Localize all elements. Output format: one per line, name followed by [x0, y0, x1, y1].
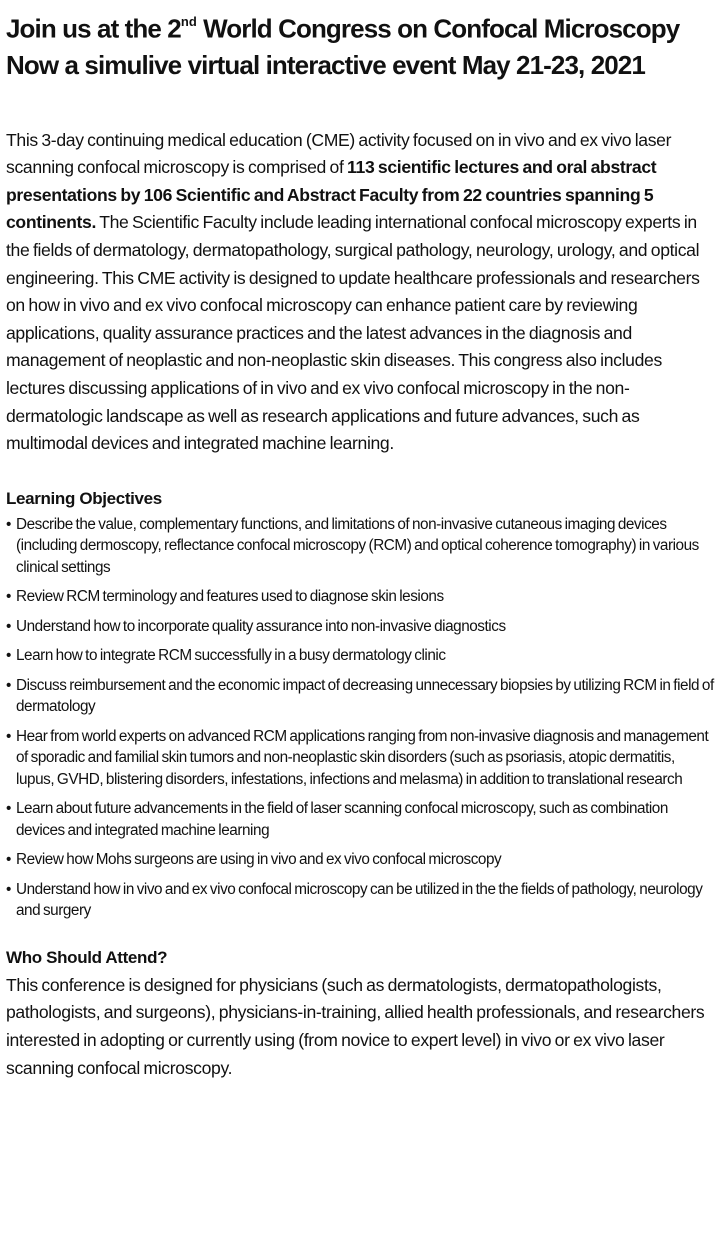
bullet-icon: •	[6, 515, 11, 533]
headline-text-end: World Congress on Confocal Microscopy	[196, 13, 680, 44]
bullet-icon: •	[6, 647, 11, 665]
list-item	[6, 879, 714, 922]
intro-text-1: This 3-day continuing medical education (CME) activity focused on in vivo and ex vivo laser scanning confocal microscopy is comprised of	[6, 129, 672, 178]
learning-objectives-list	[6, 514, 714, 922]
event-headline	[6, 0, 714, 83]
list-item	[6, 675, 714, 718]
objective-text: Learn about future advancements in the field of laser scanning confocal microscopy, such as combination devices and integrated machine learning	[16, 800, 668, 839]
list-item	[6, 726, 714, 791]
objective-text: Discuss reimbursement and the economic impact of decreasing unnecessary biopsies by utilizing RCM in field of dermatology	[16, 676, 714, 716]
objective-text: Describe the value, complementary functions, and limitations of non-invasive cutaneous imaging devices (including dermoscopy, reflectance confocal microscopy (RCM) and optical coherence tomography) in various clinical settings	[16, 515, 699, 576]
intro-paragraph	[6, 127, 714, 458]
who-should-attend-heading: Who Should Attend?	[6, 947, 168, 967]
headline-text-start: Join us at the 2	[6, 13, 181, 44]
bullet-icon: •	[6, 588, 11, 606]
headline-line-2: Now a simulive virtual interactive event May 21-23, 2021	[6, 49, 645, 80]
list-item	[6, 514, 714, 579]
objective-text: Review how Mohs surgeons are using in vivo and ex vivo confocal microscopy	[16, 851, 502, 869]
objective-text: Review RCM terminology and features used to diagnose skin lesions	[16, 588, 444, 606]
bullet-icon: •	[6, 851, 11, 869]
objective-text: Understand how to incorporate quality assurance into non-invasive diagnostics	[16, 617, 506, 635]
headline-line-1	[6, 6, 714, 47]
intro-highlight: 113 scientific lectures and oral abstract presentations by 106 Scientific and Abstract Faculty from 22 countries spanning 5 continents.	[6, 157, 657, 233]
objective-text: Understand how in vivo and ex vivo confocal microscopy can be utilized in the the fields of pathology, neurology and surgery	[16, 880, 703, 920]
headline-ordinal-suffix: nd	[180, 14, 197, 29]
bullet-icon: •	[6, 727, 11, 745]
intro-text-2: The Scientific Faculty include leading international confocal microscopy experts in the fields of dermatology, dermatopathology, surgical pathology, neurology, urology, and optical engineering. This CME activity is designed to update healthcare professionals and researchers on how in vivo and ex vivo confocal microscopy can enhance patient care by reviewing applications, quality assurance practices and the latest advances in the diagnosis and management of neoplastic and non-neoplastic skin diseases. This congress also includes lectures discussing applications of in vivo and ex vivo confocal microscopy in the non-dermatologic landscape as well as research applications and future advances, such as multimodal devices and integrated machine learning.	[6, 212, 700, 454]
list-item	[6, 798, 714, 841]
bullet-icon: •	[6, 676, 11, 694]
who-should-attend-text: This conference is designed for physicians (such as dermatologists, dermatopathologists, pathologists, and surgeons), physicians-in-training, allied health professionals, and researchers interested in adopting or currently using (from novice to expert level) in vivo or ex vivo laser scanning confocal microscopy.	[6, 974, 705, 1078]
bullet-icon: •	[6, 617, 11, 635]
bullet-icon: •	[6, 800, 11, 818]
list-item	[6, 586, 714, 608]
learning-objectives-heading: Learning Objectives	[6, 488, 162, 508]
bullet-icon: •	[6, 880, 11, 898]
list-item	[6, 849, 714, 871]
list-item	[6, 616, 714, 638]
list-item	[6, 645, 714, 667]
objective-text: Learn how to integrate RCM successfully in a busy dermatology clinic	[16, 647, 446, 665]
objective-text: Hear from world experts on advanced RCM applications ranging from non-invasive diagnosis and management of sporadic and familial skin tumors and non-neoplastic skin disorders (such as psoriasis, atopic dermatitis, lupus, GVHD, blistering disorders, infestations, infections and melasma) in addition to translational research	[16, 727, 709, 788]
